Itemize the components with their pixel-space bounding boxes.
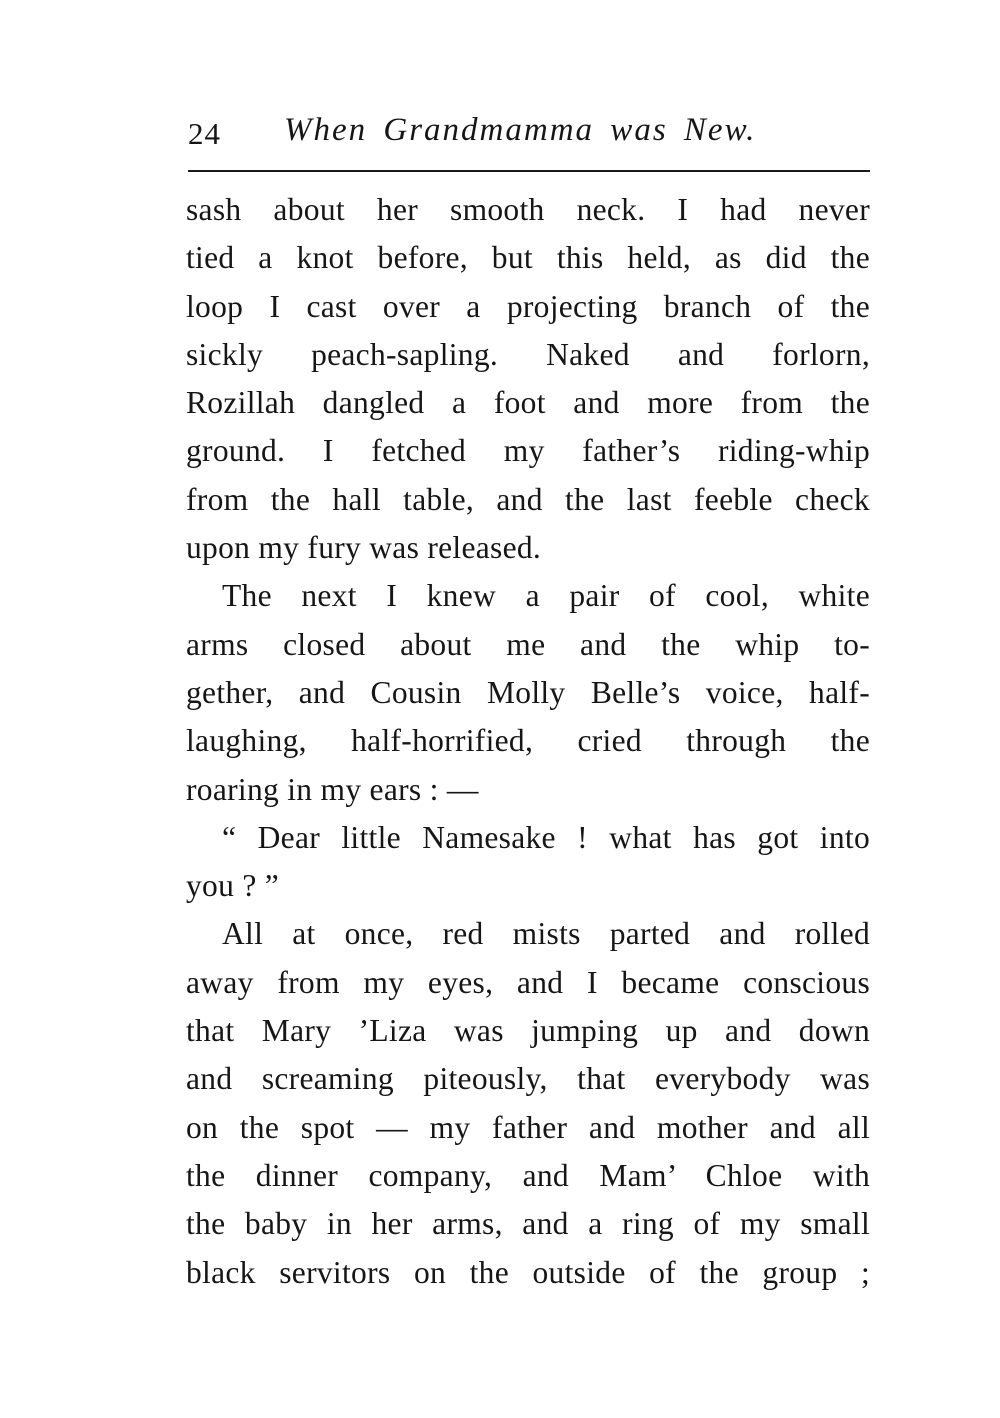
text-line: roaring in my ears : —	[186, 771, 479, 807]
text-line: tied a knot before, but this held, as did the	[186, 240, 870, 276]
text-line: and screaming piteously, that everybody was	[186, 1061, 870, 1097]
text-line: “ Dear little Namesake ! what has got into	[222, 819, 870, 855]
text-line: that Mary ’Liza was jumping up and down	[186, 1013, 870, 1049]
text-line: on the spot — my father and mother and all	[186, 1109, 870, 1145]
text-line: black servitors on the outside of the group ;	[186, 1254, 870, 1290]
text-line: loop I cast over a projecting branch of the	[186, 288, 870, 324]
text-line: sash about her smooth neck. I had never	[186, 192, 870, 227]
text-line: sickly peach-sapling. Naked and forlorn,	[186, 336, 870, 372]
text-line: away from my eyes, and I became conscious	[186, 964, 870, 1000]
text-line: gether, and Cousin Molly Belle’s voice, half-	[186, 674, 870, 710]
text-line: from the hall table, and the last feeble check	[186, 481, 870, 517]
text-line: the dinner company, and Mam’ Chloe with	[186, 1157, 870, 1193]
text-line: the baby in her arms, and a ring of my small	[186, 1206, 870, 1242]
page-header	[188, 112, 870, 158]
header-rule	[188, 170, 870, 172]
running-title: When Grandmamma was New.	[284, 112, 757, 148]
text-line: All at once, red mists parted and rolled	[222, 916, 870, 952]
text-line: you ? ”	[186, 868, 280, 904]
text-line: ground. I fetched my father’s riding-whip	[186, 433, 870, 469]
text-line: upon my fury was released.	[186, 530, 542, 566]
text-line: Rozillah dangled a foot and more from the	[186, 385, 870, 421]
text-line: laughing, half-horrified, cried through the	[186, 723, 870, 759]
page-number: 24	[188, 116, 221, 151]
text-line: The next I knew a pair of cool, white	[222, 578, 870, 614]
text-line: arms closed about me and the whip to-	[186, 626, 870, 662]
body-text	[186, 186, 870, 1297]
